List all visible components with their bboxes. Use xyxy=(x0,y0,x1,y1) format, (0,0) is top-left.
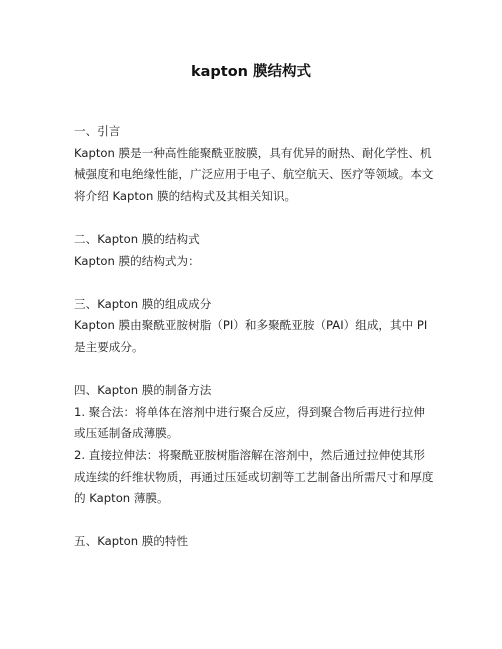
paragraph: 1. 聚合法：将单体在溶剂中进行聚合反应，得到聚合物后再进行拉伸或压延制备成薄膜。 xyxy=(74,404,425,441)
section-heading: 四、Kapton 膜的制备方法 xyxy=(74,383,212,398)
paragraph-spacer xyxy=(74,207,434,229)
paragraph-spacer xyxy=(74,510,434,532)
section-heading: 二、Kapton 膜的结构式 xyxy=(74,231,200,246)
paragraph-spacer xyxy=(74,272,434,294)
paragraph-spacer xyxy=(74,359,434,381)
section-heading: 一、引言 xyxy=(74,124,121,138)
paragraph: Kapton 膜的结构式为： xyxy=(74,253,200,268)
paragraph: Kapton 膜由聚酰亚胺树脂（PI）和多聚酰亚胺（PAI）组成，其中 PI 是主要成分。 xyxy=(74,318,428,354)
section-heading: 五、Kapton 膜的特性 xyxy=(74,534,189,549)
paragraph: 2. 直接拉伸法：将聚酰亚胺树脂溶解在溶剂中，然后通过拉伸使其形成连续的纤维状物质，再通过压延或切割等工艺制备出所需尺寸和厚度的 Kapton 薄膜。 xyxy=(74,447,434,506)
document-body xyxy=(74,121,434,553)
paragraph: Kapton 膜是一种高性能聚酰亚胺膜，具有优异的耐热、耐化学性、机械强度和电绝缘性能，广泛应用于电子、航空航天、医疗等领域。本文将介绍 Kapton 膜的结构式及其相关知识。 xyxy=(74,145,434,203)
section-heading: 三、Kapton 膜的组成成分 xyxy=(74,296,212,311)
document-title: kapton 膜结构式 xyxy=(190,64,312,80)
